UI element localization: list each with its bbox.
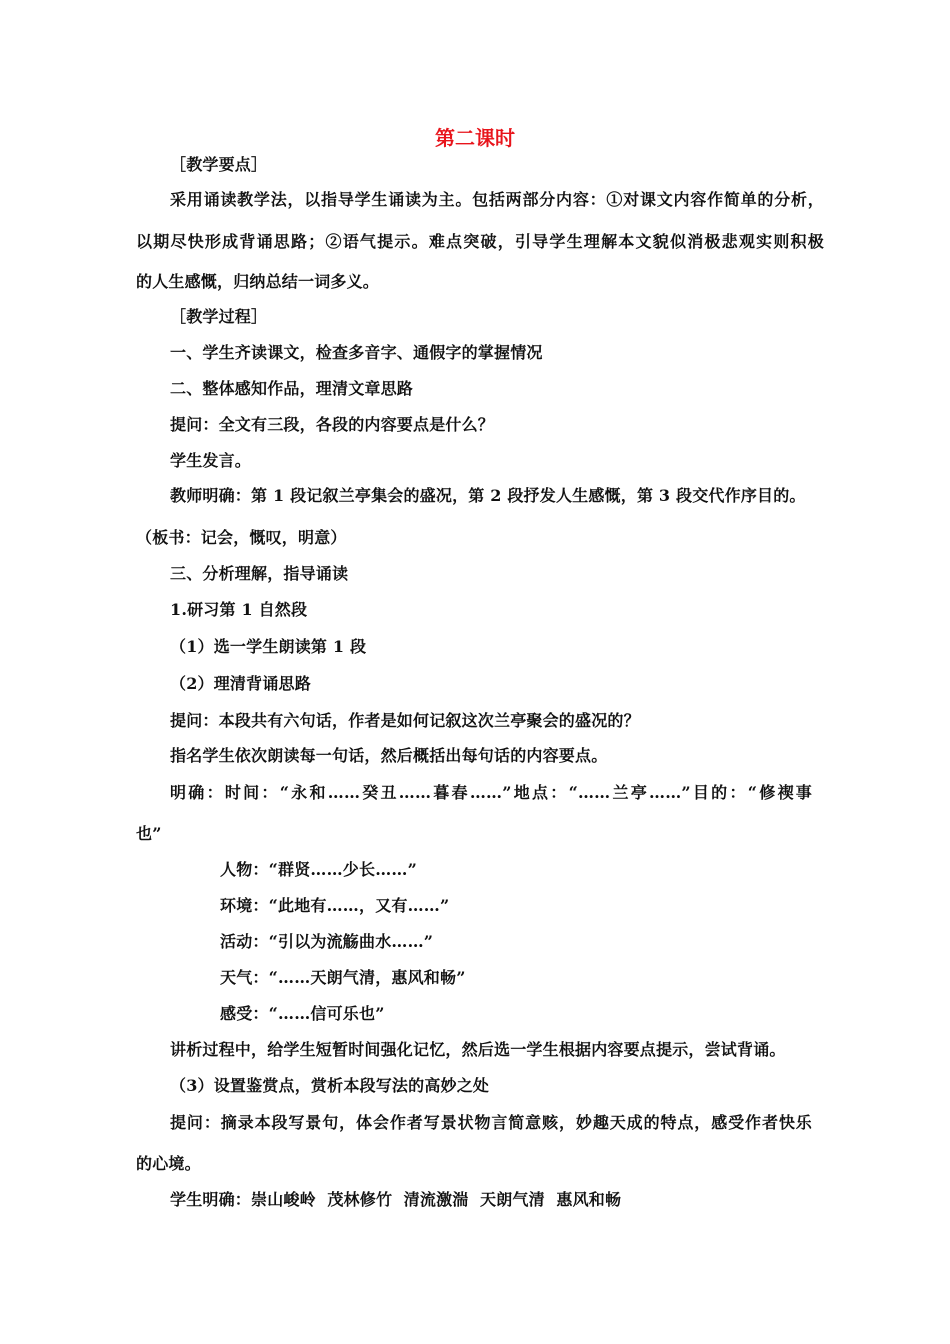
paragraph-line: 学生发言。 [170,451,252,470]
paragraph-line: 以期尽快形成背诵思路；②语气提示。难点突破，引导学生理解本文貌似消极悲观实则积极 [136,232,824,251]
list-item: 二、整体感知作品，理清文章思路 [170,379,414,398]
list-item: （2）理清背诵思路 [170,674,311,693]
section-heading-teaching-process: ［教学过程］ [170,307,268,326]
list-item: 一、学生齐读课文，检查多音字、通假字的掌握情况 [170,343,543,362]
paragraph-line: 的心境。 [136,1154,201,1173]
paragraph-line: 明确：时间：“永和……癸丑……暮春……”地点：“……兰亭……”目的：“修禊事 [170,783,812,802]
list-item: 1.研习第 1 自然段 [170,600,308,619]
paragraph-line: 采用诵读教学法，以指导学生诵读为主。包括两部分内容：①对课文内容作简单的分析， [170,190,824,209]
list-item: 活动：“引以为流觞曲水……” [220,932,434,951]
list-item: 环境：“此地有……，又有……” [220,896,450,915]
list-item: 感受：“……信可乐也” [220,1004,385,1023]
paragraph-line: 教师明确：第 1 段记叙兰亭集会的盛况，第 2 段抒发人生感慨，第 3 段交代作序目的。 [170,486,806,505]
page-title: 第二课时 [435,126,515,150]
list-item: （1）选一学生朗读第 1 段 [170,637,367,656]
paragraph-line: （板书：记会，慨叹，明意） [136,528,347,547]
paragraph-line: 讲析过程中，给学生短暂时间强化记忆，然后选一学生根据内容要点提示，尝试背诵。 [170,1040,786,1059]
list-item: （3）设置鉴赏点，赏析本段写法的高妙之处 [170,1076,490,1095]
list-item: 天气：“……天朗气清，惠风和畅” [220,968,466,987]
list-item: 人物：“群贤……少长……” [220,860,418,879]
paragraph-line: 提问：本段共有六句话，作者是如何记叙这次兰亭聚会的盛况的？ [170,711,640,730]
paragraph-line: 也” [136,824,162,843]
paragraph-line: 学生明确：崇山峻岭 茂林修竹 清流激湍 天朗气清 惠风和畅 [170,1190,622,1209]
paragraph-line: 提问：全文有三段，各段的内容要点是什么？ [170,415,495,434]
paragraph-line: 指名学生依次朗读每一句话，然后概括出每句话的内容要点。 [170,746,608,765]
section-heading-teaching-points: ［教学要点］ [170,155,268,174]
list-item: 三、分析理解，指导诵读 [170,564,349,583]
paragraph-line: 提问：摘录本段写景句，体会作者写景状物言简意赅，妙趣天成的特点，感受作者快乐 [170,1113,812,1132]
paragraph-line: 的人生感慨，归纳总结一词多义。 [136,272,380,291]
